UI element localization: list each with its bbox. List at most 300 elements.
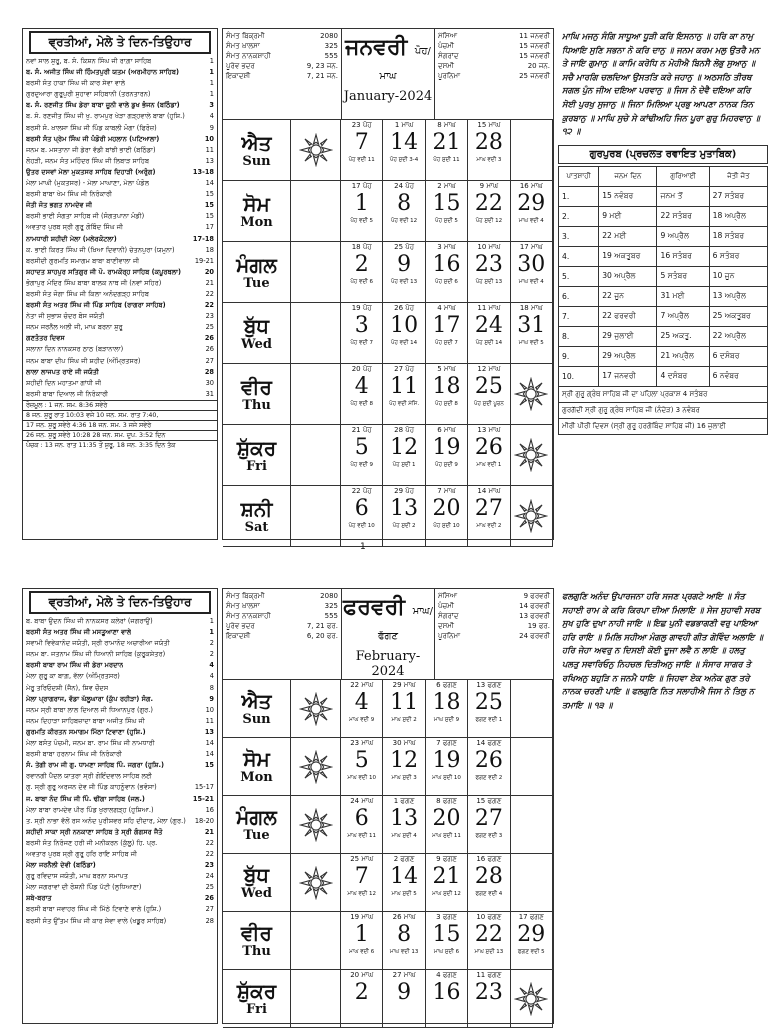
lunar-date: ਮਾਘ ਸੁਦੀ 2 bbox=[391, 717, 417, 723]
desi-date: 17 ਮਾਘ bbox=[519, 243, 543, 251]
weekday-fri bbox=[223, 425, 291, 486]
header-row bbox=[438, 31, 550, 41]
barah-maha-verse: ਮਾਘਿ ਮਜਨੁ ਸੰਗਿ ਸਾਧੂਆ ਧੂੜੀ ਕਰਿ ਇਸਨਾਨੁ ॥ ਹਰਿ ਕਾ ਨਾਮੁ ਧਿਆਇ ਸੁਣਿ ਸਭਨਾ ਨੋ ਕਰਿ ਦਾਨੁ ॥ ਜਨਮ ਕਰਮ ਮਲੁ ਉਤਰੈ ਮਨ ਤੇ ਜਾਇ ਗੁਮਾਨੁ ॥ ਕਾਮਿ ਕਰੋਧਿ ਨ ਮੋਹੀਐ ਬਿਨਸੈ ਲੋਭੁ ਸੁਆਨੁ ॥ ਸਚੈ ਮਾਰਗਿ ਚਲਦਿਆ ਉਸਤਤਿ ਕਰੇ ਜਹਾਨੁ ॥ ਅਠਸਠਿ ਤੀਰਥ ਸਗਲ ਪੁੰਨ ਜੀਅ ਦਇਆ ਪਰਵਾਨੁ ॥ ਜਿਸ ਨੋ ਦੇਵੈ ਦਇਆ ਕਰਿ ਸੋਈ ਪੁਰਖੁ ਸੁਜਾਨੁ ॥ ਜਿਨਾ ਮਿਲਿਆ ਪ੍ਰਭੁ ਆਪਣਾ ਨਾਨਕ ਤਿਨ ਕੁਰਬਾਨੁ ॥ ਮਾਘਿ ਸੁਚੇ ਸੇ ਕਾਂਢੀਅਹਿ ਜਿਨ ਪੂਰਾ ਗੁਰੁ ਮਿਹਰਵਾਨੁ ॥ ੧੨ ॥ bbox=[562, 31, 760, 137]
date-number: 22 bbox=[474, 922, 503, 947]
event-row bbox=[23, 333, 217, 344]
info-panel bbox=[558, 28, 768, 540]
lunar-date: ਮਾਘ ਵਦੀ 6 bbox=[349, 949, 375, 955]
header-label: ਪੂਰੇਵ ਭਦਰ bbox=[226, 622, 255, 630]
desi-date: 17 ਪੋਹ bbox=[351, 182, 372, 190]
sun-ornament-icon bbox=[299, 750, 333, 784]
date-number: 7 bbox=[354, 130, 369, 155]
gurpurab-cell: 10. bbox=[559, 366, 599, 386]
gurpurab-cell: 22 ਸਤੰਬਰ bbox=[657, 206, 709, 226]
event-date: 26 bbox=[204, 894, 214, 903]
sun-ornament-icon bbox=[299, 866, 333, 900]
desi-date: 25 ਪੋਹ bbox=[394, 243, 415, 251]
event-name: ਮੇਲਾ ਬਾਬਾ ਰਾਮਦੇਵ ਪੀਰ ਪਿੰਡ ਖੁਰਾਲਗੜ੍ਹ (ਹੁਸ਼ਿਆ.) bbox=[26, 805, 154, 814]
gurpurab-cell: ਜਨਮ ਤੋਂ bbox=[657, 186, 709, 206]
lunar-date: ਫਗਣ ਵਦੀ 5 bbox=[517, 949, 545, 955]
ornament-cell bbox=[291, 303, 341, 364]
lunar-date: ਪੋਹ ਵਦੀ 13 bbox=[391, 279, 418, 285]
gurpurab-cell: 6 ਸਤੰਬਰ bbox=[709, 246, 767, 266]
weekday-punjabi: ਐਤ bbox=[241, 130, 272, 155]
lunar-date: ਪੋਹ ਵਦੀ 12 bbox=[391, 218, 418, 224]
gurpurab-cell: 31 ਮਈ bbox=[657, 286, 709, 306]
date-cell bbox=[383, 486, 425, 547]
event-date: 1 bbox=[209, 79, 214, 88]
date-number: 8 bbox=[397, 191, 412, 216]
event-name: ਸ਼ਹੀਦੀ ਦਿਨ ਮਹਾਤਮਾ ਗਾਂਧੀ ਜੀ bbox=[26, 378, 102, 387]
event-date: 23 bbox=[204, 861, 214, 870]
ornament-cell bbox=[291, 796, 341, 854]
date-number: 3 bbox=[354, 313, 369, 338]
weekday-punjabi: ਸ਼ਨੀ bbox=[240, 496, 273, 521]
date-number: 20 bbox=[432, 496, 461, 521]
header-label: ਸੰਮਤ ਬਿਕ੍ਰਮੀ bbox=[226, 32, 265, 40]
gurpurab-row bbox=[559, 286, 768, 306]
desi-date: 11 ਮਾਘ bbox=[477, 304, 501, 312]
gurpurab-cell: 9 ਅਪ੍ਰੈਲ bbox=[657, 226, 709, 246]
date-number: 23 bbox=[474, 252, 503, 277]
event-name: ਸਲਾਨਾ ਦਿਨ ਨਾਨਕਸਰ ਠਾਠ (ਬੜਾਨਾਲਾ) bbox=[26, 345, 124, 354]
event-name: ਉਤਰ ਦਸਵਾਂ ਮੇਲਾ ਮੁਕਤਸਰ ਸਾਹਿਬ ਦਿਹਾੜੀ (ਅਰੁੰਗ) bbox=[26, 167, 156, 176]
desi-date: 30 ਮਾਘ bbox=[392, 739, 416, 747]
event-row bbox=[23, 627, 217, 638]
event-name: ਜਨਮ ਜਰਨੈਲ ਅਲੀ ਜੀ, ਮਾਘ ਬਰਨਾ ਸ਼ੁਰੂ bbox=[26, 323, 123, 332]
desi-date: 19 ਪੋਹ bbox=[351, 304, 372, 312]
gurpurab-row bbox=[559, 346, 768, 366]
desi-date: 17 ਫਗਣ bbox=[518, 913, 544, 921]
event-date: 9 bbox=[209, 694, 214, 703]
date-cell bbox=[468, 303, 510, 364]
desi-date: 29 ਮਾਘ bbox=[392, 681, 416, 689]
desi-date: 12 ਮਾਘ bbox=[477, 365, 501, 373]
gurpurab-note: ਮੀਰੀ ਪੀਰੀ ਦਿਵਸ (ਸ੍ਰੀ ਗੁਰੂ ਹਰਗੋਬਿੰਦ ਸਾਹਿਬ ਜੀ) 16 ਜੁਲਾਈ bbox=[558, 419, 768, 435]
header-value: 14 ਫਰਵਰੀ bbox=[519, 602, 550, 610]
event-date: 28 bbox=[205, 916, 214, 925]
date-cell bbox=[426, 425, 468, 486]
samvat-info bbox=[223, 29, 341, 119]
events-panel bbox=[22, 588, 218, 1024]
weekday-english: Sun bbox=[242, 153, 271, 169]
lunar-date: ਪੋਹ ਸੁਦੀ 13 bbox=[475, 279, 503, 285]
event-date: 11 bbox=[205, 145, 214, 154]
date-cell bbox=[341, 181, 383, 242]
header-value: 11 ਜਨਵਰੀ bbox=[519, 32, 550, 40]
event-date: 13 bbox=[205, 156, 214, 165]
lunar-date: ਮਾਘ ਵਦੀ 13 bbox=[389, 949, 419, 955]
gurpurab-cell: 2. bbox=[559, 206, 599, 226]
event-date: 19-21 bbox=[194, 256, 214, 265]
weekday-punjabi: ਸ਼ੁੱਕਰ bbox=[236, 979, 277, 1003]
desi-date: 19 ਮਾਘ bbox=[350, 913, 374, 921]
event-name: ਮੇਲਾ ਜਗਰਾਵਾਂ ਦੀ ਰੋਸ਼ਨੀ ਪਿੰਡ ਪੱਟੀ (ਲੁਧਿਆਣਾ) bbox=[26, 883, 142, 892]
date-number: 16 bbox=[432, 252, 461, 277]
header-label: ਦਸਮੀ bbox=[438, 622, 455, 630]
weekday-tue bbox=[223, 796, 291, 854]
lunar-date: ਮਾਘ ਸੁਦੀ 11 bbox=[432, 833, 461, 839]
desi-date: 16 ਫਗਣ bbox=[476, 855, 502, 863]
event-name: ਰਵਾਨਗੀ ਪੈਦਲ ਯਾਤਰਾ ਸ੍ਰੀ ਗੋਇੰਦਵਾਲ ਸਾਹਿਬ ਲਈ bbox=[26, 772, 153, 781]
desi-date: 21 ਪੋਹ bbox=[351, 426, 372, 434]
lunar-date: ਮਾਘ ਵਦੀ 1 bbox=[476, 462, 502, 468]
lunar-date: ਪੋਹ ਸੁਦੀ 10 bbox=[433, 523, 460, 529]
date-number: 4 bbox=[354, 690, 369, 715]
events-footer bbox=[23, 400, 217, 450]
date-cell bbox=[341, 680, 383, 738]
desi-date: 9 ਮਾਘ bbox=[479, 182, 499, 190]
header-value: 13 ਫਰਵਰੀ bbox=[519, 612, 550, 620]
lunar-date: ਮਾਘ ਵਦੀ 3 bbox=[476, 157, 502, 163]
date-number: 31 bbox=[517, 313, 546, 338]
event-name: ਬਰਸੀਦੀ ਗੁਰਮਤਿ ਸਮਾਗਮ ਬਾਬਾ ਬਾਣੀਵਾਲਾ ਜੀ bbox=[26, 256, 140, 265]
month-desi: ਮਾਘ/ਫੱਗਣ bbox=[378, 606, 433, 642]
ornament-cell bbox=[291, 120, 341, 181]
lunar-date: ਮਾਘ ਵਦੀ 9 bbox=[349, 717, 375, 723]
weekday-english: Tue bbox=[243, 275, 270, 291]
desi-date: 24 ਪੋਹ bbox=[394, 182, 415, 190]
date-number: 16 bbox=[432, 980, 461, 1005]
date-number: 8 bbox=[397, 922, 412, 947]
event-row bbox=[23, 322, 217, 333]
date-number: 10 bbox=[390, 313, 419, 338]
header-value: 9 ਫਰਵਰੀ bbox=[523, 592, 550, 600]
day-grid bbox=[223, 680, 553, 1028]
event-row bbox=[23, 771, 217, 782]
event-row bbox=[23, 794, 217, 805]
lunar-date: ਪੋਹ ਵਦੀ 11 bbox=[348, 157, 375, 163]
date-number: 20 bbox=[432, 806, 461, 831]
lunar-date: ਫਗਣ ਵਦੀ 4 bbox=[475, 891, 503, 897]
gurpurab-cell: 6 ਨਵੰਬਰ bbox=[709, 366, 767, 386]
event-date: 9 bbox=[209, 123, 214, 132]
event-date: 15 bbox=[205, 212, 214, 221]
header-row bbox=[226, 71, 338, 81]
calendar-grid bbox=[222, 588, 554, 1024]
lunar-date: ਪੋਹ ਵਦੀ 14 bbox=[391, 340, 418, 346]
header-label: ਮੱਸਿਆ bbox=[438, 32, 458, 40]
month-name-english: January-2024 bbox=[343, 89, 433, 104]
header-label: ਪੰਚਮੀ bbox=[438, 42, 454, 50]
event-name: ਜੋਤੀ ਜੋਤ ਭਗਤ ਨਾਮਦੇਵ ਜੀ bbox=[26, 201, 93, 210]
weekday-wed bbox=[223, 303, 291, 364]
date-cell bbox=[426, 120, 468, 181]
gurpurab-row bbox=[559, 246, 768, 266]
event-name: ਮੇਲਾ ਗੁਰੂ ਕਾ ਬਾਗ਼, ਵੱਲਾ (ਅੰਮ੍ਰਿਤਸਰ) bbox=[26, 672, 120, 681]
header-label: ਸੰਗਰਾਂਦ bbox=[438, 612, 459, 620]
ornament-cell bbox=[291, 181, 341, 242]
january-page bbox=[22, 20, 768, 540]
event-name: ਨਾਮਧਾਰੀ ਸ਼ਹੀਦੀ ਮੇਲਾ (ਮਲੇਰਕੋਟਲਾ) bbox=[26, 234, 117, 243]
desi-date: 13 ਮਾਘ bbox=[477, 426, 501, 434]
gurpurab-header-cell: ਜਨਮ ਦਿਨ bbox=[599, 166, 657, 186]
event-name: ਭੋਗਾਪੁਰ ਮੰਦਿਰ ਸਿੰਘ ਬਾਬਾ ਬਾਲਕ ਨਾਥ ਜੀ (ਨਵਾਂ ਸਹਿਰ) bbox=[26, 278, 162, 287]
lunar-date: ਪੋਹ ਸੁਦੀ 3-4 bbox=[389, 157, 419, 163]
header-label: ਸੰਮਤ ਖ਼ਾਲਸਾ bbox=[226, 42, 260, 50]
event-date: 27 bbox=[205, 905, 214, 914]
lunar-date: ਪੋਹ ਸੁਦੀ 12 bbox=[475, 218, 503, 224]
event-row bbox=[23, 882, 217, 893]
event-date: 22 bbox=[204, 301, 214, 310]
event-row bbox=[23, 278, 217, 289]
lunar-info bbox=[435, 29, 553, 119]
event-row bbox=[23, 178, 217, 189]
event-row bbox=[23, 145, 217, 156]
sun-ornament-icon bbox=[299, 133, 333, 167]
date-cell bbox=[468, 425, 510, 486]
date-cell bbox=[426, 364, 468, 425]
event-row bbox=[23, 671, 217, 682]
event-name: ਬਰਸੀ ਬਾਬਾ ਦਿਆਲ ਜੀ ਨਿਰੰਕਾਰੀ bbox=[26, 389, 109, 398]
event-name: ਅਵਤਾਰ ਪੁਰਬ ਸ੍ਰੀ ਗੁਰੂ ਗੋਬਿੰਦ ਸਿੰਘ ਜੀ bbox=[26, 223, 124, 232]
header-value: 6, 20 ਫਰ. bbox=[306, 632, 338, 640]
weekday-english: Wed bbox=[241, 886, 272, 901]
header-label: ਇਕਾਦਸ਼ੀ bbox=[226, 72, 251, 80]
gurpurab-cell: 18 ਸਤੰਬਰ bbox=[709, 226, 767, 246]
event-name: ਜਨਮ ਸ੍ਰੀ ਬਾਬਾ ਲਾਲ ਦਿਆਲ ਜੀ ਧਿਆਨਪੁਰ (ਗੁਰ.) bbox=[26, 705, 153, 714]
event-name: ਜ. ਬਾਬਾ ਨੰਦ ਸਿੰਘ ਜੀ ਪਿੰ. ਢੀਂਗਾ ਸਾਹਿਬ (ਜਲ.) bbox=[26, 794, 145, 803]
month-name-punjabi: ਜਨਵਰੀ bbox=[345, 35, 408, 60]
event-row bbox=[23, 200, 217, 211]
event-name: ਜਨਮ ਬ. ਮਸਤਾਨਾ ਜੀ ਡੇਰਾ ਵੱਡੀ ਬਾਂਝੀ ਭਾਈ (ਬਠਿੰਡਾ) bbox=[26, 145, 156, 154]
date-cell bbox=[383, 912, 425, 970]
event-date: 30 bbox=[205, 378, 214, 387]
weekday-thu bbox=[223, 912, 291, 970]
gurpurab-cell: 4. bbox=[559, 246, 599, 266]
page-number: 1 bbox=[360, 542, 366, 552]
footer-line: ਰੋਜ਼ਮੂਲ : 1 ਜਨ. ਸਮ. 8:36 ਸਵੇਰੇ bbox=[23, 400, 217, 410]
date-cell bbox=[341, 854, 383, 912]
desi-date: 18 ਮਾਘ bbox=[519, 304, 543, 312]
gurpurab-cell: 19 ਅਕਤੂਬਰ bbox=[599, 246, 657, 266]
header-row bbox=[226, 611, 338, 621]
weekday-wed bbox=[223, 854, 291, 912]
event-row bbox=[23, 67, 217, 78]
gurpurab-cell: 5 ਸਤੰਬਰ bbox=[657, 266, 709, 286]
event-row bbox=[23, 211, 217, 222]
month-title bbox=[341, 29, 435, 119]
date-number: 23 bbox=[474, 980, 503, 1005]
header-value: 19 ਫਰ. bbox=[527, 622, 550, 630]
lunar-date: ਮਾਘ ਸੁਦੀ 4 bbox=[391, 833, 417, 839]
date-number: 2 bbox=[354, 252, 369, 277]
date-cell bbox=[383, 854, 425, 912]
date-number: 30 bbox=[517, 252, 546, 277]
desi-date: 26 ਮਾਘ bbox=[392, 913, 416, 921]
desi-date: 2 ਮਾਘ bbox=[437, 182, 456, 190]
header-label: ਸੰਮਤ ਨਾਨਕਸ਼ਾਹੀ bbox=[226, 612, 271, 620]
day-grid bbox=[223, 120, 553, 547]
header-row bbox=[438, 611, 550, 621]
date-cell bbox=[511, 912, 553, 970]
header-value: 15 ਜਨਵਰੀ bbox=[519, 52, 550, 60]
date-number: 12 bbox=[390, 435, 419, 460]
desi-date: 7 ਫਗਣ bbox=[436, 739, 457, 747]
lunar-date: ਮਾਘ ਵਦੀ 12 bbox=[347, 891, 376, 897]
gurpurab-cell: 17 ਜਨਵਰੀ bbox=[599, 366, 657, 386]
event-date: 4 bbox=[209, 672, 214, 681]
lunar-date: ਪੋਹ ਸੁਦੀ 14 bbox=[475, 340, 503, 346]
date-cell bbox=[426, 242, 468, 303]
date-cell bbox=[383, 680, 425, 738]
header-label: ਸੰਮਤ ਨਾਨਕਸ਼ਾਹੀ bbox=[226, 52, 271, 60]
event-row bbox=[23, 683, 217, 694]
event-row bbox=[23, 904, 217, 915]
event-name: ਨਵਾਂ ਸਾਲ ਸ਼ੁਰੂ, ਬ. ਸੰ. ਕਿਸ਼ਨ ਸਿੰਘ ਜੀ ਰਾਗ਼ਾ ਸਾਹਿਬ bbox=[26, 57, 152, 65]
gurpurab-cell: 30 ਅਪ੍ਰੈਲ bbox=[599, 266, 657, 286]
lunar-date: ਪੋਹ ਵਦੀ 7 bbox=[350, 340, 374, 346]
event-name: ਮੇਲਾ ਜਰਨੈਲੀ ਦੇਵੀ (ਬਠਿੰਡਾ) bbox=[26, 861, 96, 870]
header-row bbox=[438, 631, 550, 641]
weekday-english: Tue bbox=[243, 828, 270, 843]
date-cell bbox=[341, 796, 383, 854]
event-row bbox=[23, 256, 217, 267]
weekday-punjabi: ਮੰਗਲ bbox=[236, 805, 277, 829]
lunar-date: ਪੋਹ ਸੁਦੀ 2 bbox=[392, 523, 416, 529]
samvat-info bbox=[223, 589, 341, 679]
event-name: ਬ. ਬਾਬਾ ਉਦਨ ਸਿੰਘ ਜੀ ਨਾਨਕਸਰ ਕਲੇਰਾਂ (ਜਗਰਾਉਂ) bbox=[26, 617, 153, 625]
event-row bbox=[23, 344, 217, 355]
gurpurab-table bbox=[558, 166, 768, 387]
desi-date: 20 ਮਾਘ bbox=[350, 971, 374, 979]
header-row bbox=[438, 71, 550, 81]
weekday-punjabi: ਵੀਰ bbox=[241, 921, 272, 945]
desi-date: 8 ਮਾਘ bbox=[437, 121, 456, 129]
gurpurab-note: ਗੁਰਗੱਦੀ ਸ੍ਰੀ ਗੁਰੂ ਗ੍ਰੰਥ ਸਾਹਿਬ ਜੀ (ਨੰਦੇੜ) 3 ਨਵੰਬਰ bbox=[558, 403, 768, 419]
event-name: ਬਰਸੀ ਸੰ. ਖ਼ਾਲਸਾ ਸਿੰਘ ਜੀ ਪਿੰਡ ਕਾਬਲੀ ਮੋਗਾ (ਫਿਰੋਜ਼) bbox=[26, 123, 157, 132]
header-label: ਇਕਾਦਸ਼ੀ bbox=[226, 632, 251, 640]
event-row bbox=[23, 111, 217, 122]
date-number: 25 bbox=[474, 690, 503, 715]
event-name: ਲਾਲਾ ਲਾਜਪਤ ਰਾਏ ਜੀ ਜਯੰਤੀ bbox=[26, 367, 99, 376]
event-name: ਜਨਮ ਬਾ. ਜਤਨਾਮ ਸਿੰਘ ਜੀ ਧਿਆਨੀ ਸਾਹਿਬ (ਕੁਰੂਕਸ਼ੇਤਰ) bbox=[26, 650, 166, 659]
event-name: ਮੇਲਾ ਬਸੰਤ ਪੰਚਮੀ, ਜਨਮ ਬਾ. ਰਾਮ ਸਿੰਘ ਜੀ ਨਾਮਧਾਰੀ bbox=[26, 739, 155, 748]
event-name: ਬਰਸੀ ਸੰਤ ਨਿਰੰਜਣ ਹਰੀ ਜੀ ਮਨੀਕਰਨ (ਕੁੱਲੂ) ਹਿ. ਪ੍ਰ. bbox=[26, 838, 158, 847]
desi-date: 7 ਮਾਘ bbox=[437, 487, 456, 495]
event-date: 15 bbox=[204, 761, 214, 770]
sun-ornament-icon bbox=[299, 692, 333, 726]
event-row bbox=[23, 311, 217, 322]
weekday-punjabi: ਸੋਮ bbox=[243, 191, 270, 216]
event-date: 15-17 bbox=[194, 783, 214, 792]
date-number: 28 bbox=[474, 864, 503, 889]
event-date: 17-18 bbox=[192, 234, 214, 243]
event-row bbox=[23, 727, 217, 738]
header-value: 9, 23 ਜਨ. bbox=[306, 62, 338, 70]
date-cell bbox=[468, 796, 510, 854]
date-cell bbox=[426, 486, 468, 547]
event-row bbox=[23, 716, 217, 727]
event-row bbox=[23, 738, 217, 749]
desi-date: 8 ਫਗਣ bbox=[436, 797, 457, 805]
date-cell bbox=[468, 181, 510, 242]
lunar-date: ਮਾਘ ਸੁਦੀ 5 bbox=[391, 891, 417, 897]
event-name: ਗੁ. ਸ੍ਰੀ ਗੁਰੂ ਅਰਜਨ ਦੇਵ ਜੀ ਪਿੰਡ ਕਾਹਨੂੰਵਾਨ (ਭਵੰਸਾ) bbox=[26, 783, 157, 792]
event-name: ਜਨਮ ਦਿਹਾੜਾ ਸਾਹਿਬਜ਼ਾਦਾ ਬਾਬਾ ਅਜੀਤ ਸਿੰਘ ਜੀ bbox=[26, 716, 145, 725]
event-row bbox=[23, 56, 217, 67]
date-cell bbox=[383, 970, 425, 1028]
desi-date: 4 ਮਾਘ bbox=[437, 304, 456, 312]
header-label: ਸੰਮਤ ਖ਼ਾਲਸਾ bbox=[226, 602, 260, 610]
event-row bbox=[23, 123, 217, 134]
lunar-date: ਪੋਹ ਵਦੀ 8 bbox=[350, 401, 374, 407]
desi-date: 16 ਮਾਘ bbox=[519, 182, 543, 190]
date-number: 11 bbox=[390, 374, 419, 399]
event-date: 26 bbox=[204, 334, 214, 343]
event-date: 14 bbox=[205, 739, 214, 748]
footer-line: 26 ਜਨ. ਸ਼ੁਰੂ ਸਵੇਰੇ 10:28 28 ਜਨ. ਸਮ. ਦੁਪ. 3:52 ਦਿਨ bbox=[23, 430, 217, 440]
header-label: ਪੰਚਮੀ bbox=[438, 602, 454, 610]
ornament-cell bbox=[511, 425, 553, 486]
header-row bbox=[226, 601, 338, 611]
february-page bbox=[22, 580, 768, 1024]
event-date: 18-20 bbox=[194, 816, 214, 825]
date-cell bbox=[426, 680, 468, 738]
event-row bbox=[23, 805, 217, 816]
desi-date: 10 ਫਗਣ bbox=[476, 913, 502, 921]
weekday-thu bbox=[223, 364, 291, 425]
header-value: 325 bbox=[324, 602, 338, 610]
event-row bbox=[23, 860, 217, 871]
date-number: 7 bbox=[354, 864, 369, 889]
event-name: ਗੁਰਦੁਆਰਾ ਗੁਰੂਪੁਰੀ ਸੁਹਾਵਾ ਸਹਿਬਾਨੀ (ਤਰਨਤਾਰਨ) bbox=[26, 90, 151, 99]
date-cell bbox=[426, 912, 468, 970]
event-date: 4 bbox=[209, 661, 214, 670]
event-date: 22 bbox=[205, 849, 214, 858]
date-cell bbox=[341, 486, 383, 547]
lunar-info bbox=[435, 589, 553, 679]
weekday-english: Mon bbox=[240, 770, 273, 785]
gurpurab-row bbox=[559, 206, 768, 226]
empty-cell bbox=[511, 854, 553, 912]
date-cell bbox=[426, 854, 468, 912]
date-cell bbox=[383, 181, 425, 242]
lunar-date: ਮਾਘ ਵਦੀ 2 bbox=[476, 523, 502, 529]
date-number: 29 bbox=[517, 191, 546, 216]
desi-date: 5 ਮਾਘ bbox=[437, 365, 456, 373]
lunar-date: ਮਾਘ ਵਦੀ 4 bbox=[518, 279, 544, 285]
desi-date: 4 ਫਗਣ bbox=[436, 971, 457, 979]
event-row bbox=[23, 378, 217, 389]
ornament-cell bbox=[291, 970, 341, 1028]
lunar-date: ਮਾਘ ਸੁਦੀ 13 bbox=[474, 949, 504, 955]
events-title: ਵ੍ਰਤੀਆਂ, ਮੇਲੇ ਤੇ ਦਿਨ-ਤਿਉਹਾਰ bbox=[29, 591, 211, 614]
header-row bbox=[226, 31, 338, 41]
gurpurab-cell: 29 ਜੁਲਾਈ bbox=[599, 326, 657, 346]
event-date: 25 bbox=[205, 323, 214, 332]
date-cell bbox=[511, 242, 553, 303]
sun-ornament-icon bbox=[514, 982, 548, 1016]
gurpurab-cell: 4 ਦਸੰਬਰ bbox=[657, 366, 709, 386]
event-name: ਬਰਸੀ ਸੰਤ ਅਤਰ ਸਿੰਘ ਜੀ ਮਸਤੂਆਣਾ ਵਾਲੇ bbox=[26, 628, 132, 637]
header-row bbox=[226, 591, 338, 601]
month-title bbox=[341, 589, 435, 679]
date-cell bbox=[511, 181, 553, 242]
lunar-date: ਮਾਘ ਵਦੀ 10 bbox=[347, 775, 376, 781]
header-value: 15 ਜਨਵਰੀ bbox=[519, 42, 550, 50]
date-cell bbox=[383, 120, 425, 181]
event-date: 13-18 bbox=[192, 167, 214, 176]
gurpurab-notes bbox=[558, 387, 768, 435]
desi-date: 24 ਮਾਘ bbox=[350, 797, 374, 805]
lunar-date: ਮਾਘ ਵਦੀ 4 bbox=[518, 218, 544, 224]
header-label: ਪੂਰਨਿਮਾ bbox=[438, 72, 461, 80]
event-date: 2 bbox=[209, 639, 214, 648]
date-cell bbox=[468, 486, 510, 547]
desi-date: 2 ਫਗਣ bbox=[393, 855, 415, 863]
sun-ornament-icon bbox=[299, 808, 333, 842]
